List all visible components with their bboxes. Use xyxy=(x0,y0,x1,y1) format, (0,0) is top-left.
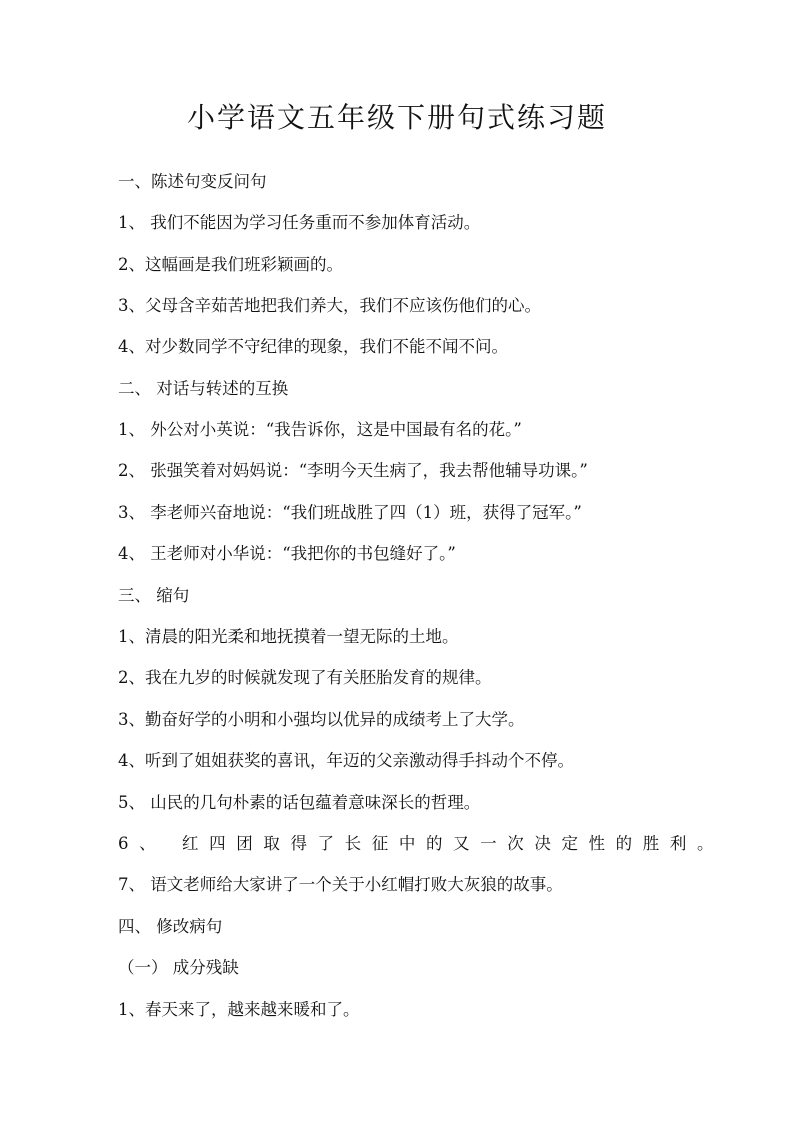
section-heading-4: 四、 修改病句 xyxy=(118,917,223,936)
exercise-line: 4、对少数同学不守纪律的现象，我们不能不闻不问。 xyxy=(118,337,508,356)
exercise-line: 1、 外公对小英说：“我告诉你，这是中国最有名的花。” xyxy=(118,420,522,439)
exercise-line: 2、我在九岁的时候就发现了有关胚胎发育的规律。 xyxy=(118,668,492,687)
exercise-line: 2、 张强笑着对妈妈说：“李明今天生病了，我去帮他辅导功课。” xyxy=(118,461,588,480)
exercise-line: 3、父母含辛茹苦地把我们养大，我们不应该伤他们的心。 xyxy=(118,296,541,315)
subsection-heading: （一） 成分残缺 xyxy=(118,958,239,977)
exercise-line: 4、 王老师对小华说：“我把你的书包缝好了。” xyxy=(118,544,456,563)
exercise-line: 2、这幅画是我们班彩颖画的。 xyxy=(118,255,343,274)
exercise-line: 3、 李老师兴奋地说：“我们班战胜了四（1）班，获得了冠军。” xyxy=(118,503,582,522)
exercise-line: 6、 红四团取得了长征中的又一次决定性的胜利。 xyxy=(118,834,725,853)
section-heading-1: 一、陈述句变反问句 xyxy=(118,172,267,191)
exercise-line: 1、 我们不能因为学习任务重而不参加体育活动。 xyxy=(118,213,481,232)
exercise-line: 7、 语文老师给大家讲了一个关于小红帽打败大灰狼的故事。 xyxy=(118,875,563,894)
exercise-line: 4、听到了姐姐获奖的喜讯，年迈的父亲激动得手抖动个不停。 xyxy=(118,751,574,770)
exercise-line: 5、 山民的几句朴素的话包蕴着意味深长的哲理。 xyxy=(118,793,481,812)
section-heading-2: 二、 对话与转述的互换 xyxy=(118,379,289,398)
document-title: 小学语文五年级下册句式练习题 xyxy=(186,101,607,134)
exercise-line: 3、勤奋好学的小明和小强均以优异的成绩考上了大学。 xyxy=(118,710,525,729)
section-heading-3: 三、 缩句 xyxy=(118,586,190,605)
exercise-line: 1、清晨的阳光柔和地抚摸着一望无际的土地。 xyxy=(118,627,459,646)
exercise-line: 1、春天来了，越来越来暖和了。 xyxy=(118,1000,360,1019)
